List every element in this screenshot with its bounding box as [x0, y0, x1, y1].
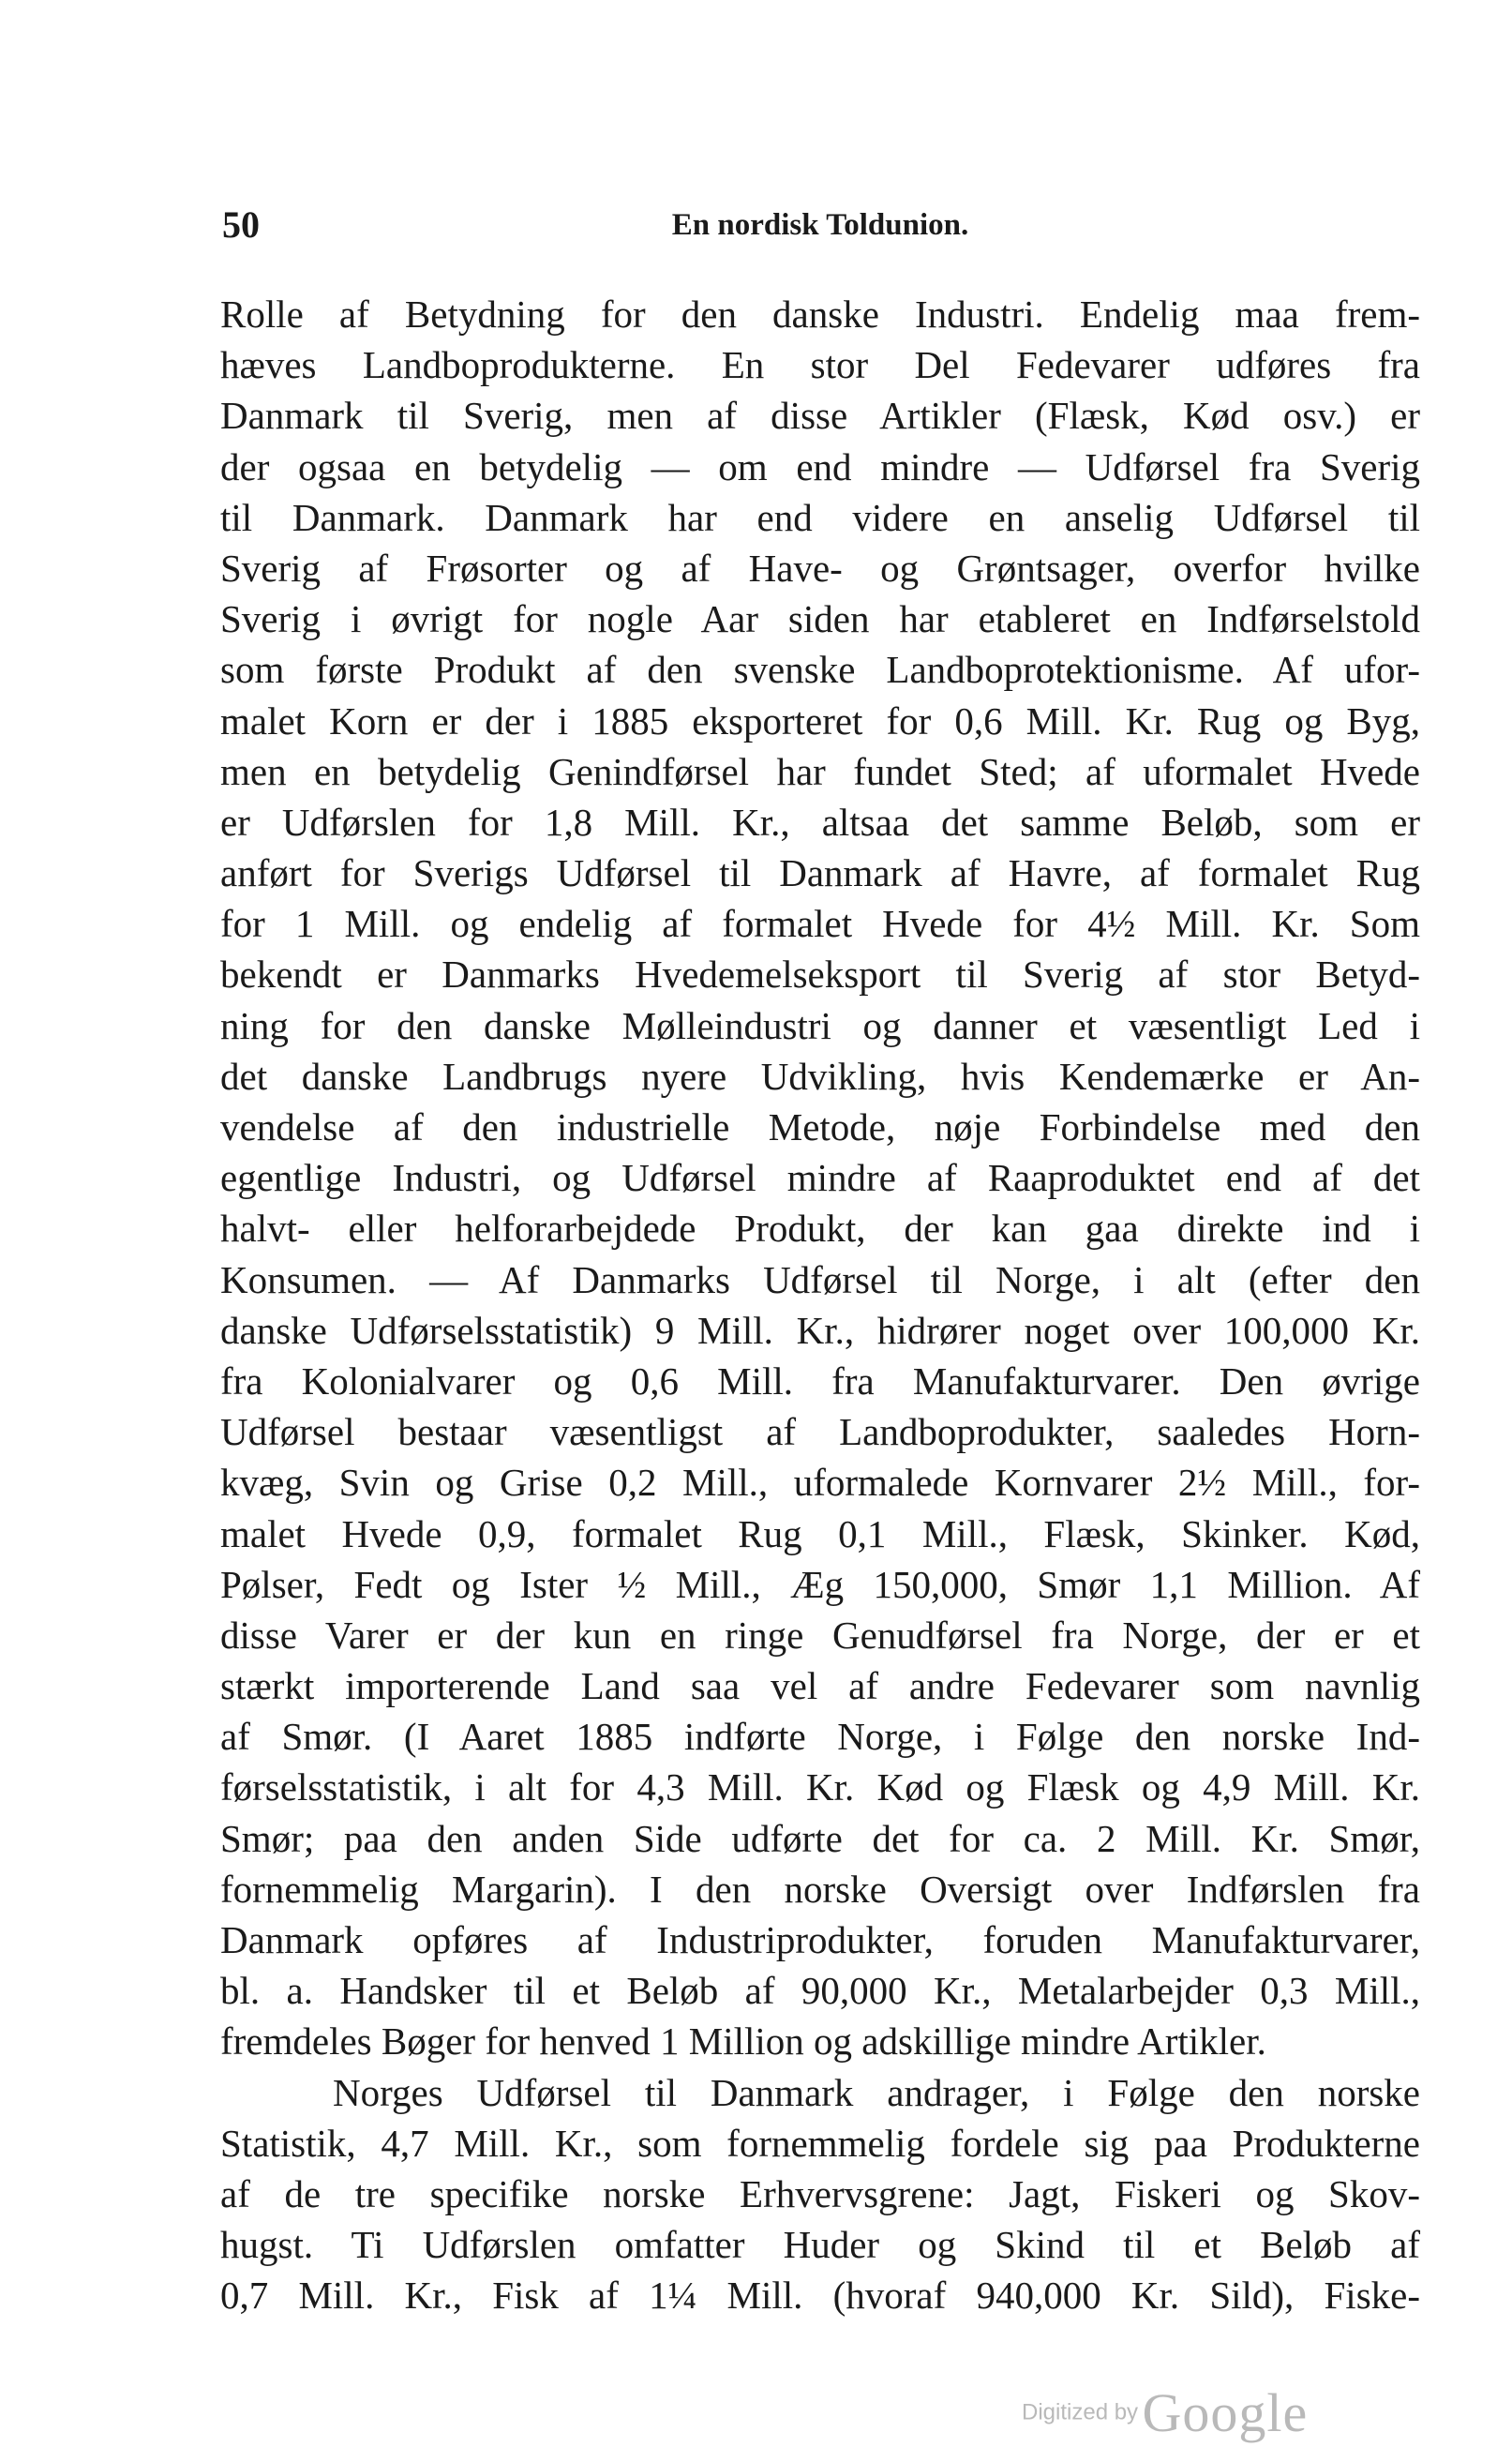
text-line: af de tre specifike norske Erhvervsgrene: Jagt, Fiskeri og Skov- — [220, 2171, 1420, 2215]
text-line: 0,7 Mill. Kr., Fisk af 1¼ Mill. (hvoraf 940,000 Kr. Sild), Fiske- — [220, 2274, 1420, 2318]
text-line: Smør; paa den anden Side udførte det for ca. 2 Mill. Kr. Smør, — [220, 1816, 1420, 1860]
text-line: Pølser, Fedt og Ister ½ Mill., Æg 150,000, Smør 1,1 Million. Af — [220, 1562, 1420, 1606]
text-line: malet Hvede 0,9, formalet Rug 0,1 Mill., Flæsk, Skinker. Kød, — [220, 1511, 1420, 1555]
text-line: malet Korn er der i 1885 eksporteret for 0,6 Mill. Kr. Rug og Byg, — [220, 698, 1420, 743]
watermark-prefix: Digitized by — [1022, 2399, 1139, 2425]
google-logo: Google — [1142, 2382, 1309, 2443]
text-line: Rolle af Betydning for den danske Industri. Endelig maa frem- — [220, 293, 1420, 336]
digitization-watermark — [1022, 2381, 1308, 2444]
paragraph-start-line: Norges Udførsel til Danmark andrager, i Følge den norske — [333, 2070, 1420, 2114]
text-line: Danmark til Sverig, men af disse Artikler (Flæsk, Kød osv.) er — [220, 394, 1420, 438]
text-line: af Smør. (I Aaret 1885 indførte Norge, i Følge den norske Ind- — [220, 1715, 1420, 1759]
text-line: førselsstatistik, i alt for 4,3 Mill. Kr. Kød og Flæsk og 4,9 Mill. Kr. — [220, 1765, 1420, 1809]
text-line: som første Produkt af den svenske Landboprotektionisme. Af ufor- — [220, 648, 1420, 692]
text-line: til Danmark. Danmark har end videre en anselig Udførsel til — [220, 495, 1420, 539]
text-line: er Udførslen for 1,8 Mill. Kr., altsaa det samme Beløb, som er — [220, 800, 1420, 844]
text-line: egentlige Industri, og Udførsel mindre af Raaproduktet end af det — [220, 1156, 1420, 1200]
text-line: Danmark opføres af Industriprodukter, foruden Manufakturvarer, — [220, 1918, 1420, 1961]
text-line: anført for Sverigs Udførsel til Danmark af Havre, af formalet Rug — [220, 851, 1420, 895]
text-line: fra Kolonialvarer og 0,6 Mill. fra Manufakturvarer. Den øvrige — [220, 1359, 1420, 1403]
text-line: det danske Landbrugs nyere Udvikling, hvis Kendemærke er An- — [220, 1054, 1420, 1098]
text-line: danske Udførselsstatistik) 9 Mill. Kr., hidrører noget over 100,000 Kr. — [220, 1308, 1420, 1352]
running-title: En nordisk Toldunion. — [671, 208, 969, 242]
text-line: der ogsaa en betydelig — om end mindre — Udførsel fra Sverig — [220, 444, 1420, 488]
text-line: vendelse af den industrielle Metode, nøje Forbindelse med den — [220, 1105, 1420, 1148]
text-line: Sverig af Frøsorter og af Have- og Grøntsager, overfor hvilke — [220, 546, 1420, 590]
page-number: 50 — [222, 203, 260, 246]
text-line: disse Varer er der kun en ringe Genudførsel fra Norge, der er et — [220, 1613, 1420, 1657]
text-line: halvt- eller helforarbejdede Produkt, der kan gaa direkte ind i — [220, 1207, 1420, 1251]
text-line: fremdeles Bøger for henved 1 Million og adskillige mindre Artikler. — [220, 2019, 1266, 2064]
text-line: ning for den danske Mølleindustri og danner et væsentligt Led i — [220, 1003, 1420, 1047]
text-line: fornemmelig Margarin). I den norske Oversigt over Indførslen fra — [220, 1867, 1420, 1911]
text-line: hugst. Ti Udførslen omfatter Huder og Skind til et Beløb af — [220, 2223, 1420, 2267]
text-line: kvæg, Svin og Grise 0,2 Mill., uformalede Kornvarer 2½ Mill., for- — [220, 1461, 1420, 1505]
text-line: Sverig i øvrigt for nogle Aar siden har etableret en Indførselstold — [220, 597, 1420, 641]
text-line: for 1 Mill. og endelig af formalet Hvede for 4½ Mill. Kr. Som — [220, 902, 1420, 946]
text-line: bekendt er Danmarks Hvedemelseksport til Sverig af stor Betyd- — [220, 953, 1420, 997]
text-line: bl. a. Handsker til et Beløb af 90,000 Kr., Metalarbejder 0,3 Mill., — [220, 1969, 1420, 2013]
text-line: Statistik, 4,7 Mill. Kr., som fornemmelig fordele sig paa Produkterne — [220, 2121, 1420, 2165]
body-text — [220, 289, 1420, 2321]
text-line: Udførsel bestaar væsentligst af Landboprodukter, saaledes Horn- — [220, 1410, 1420, 1454]
text-line: hæves Landboprodukterne. En stor Del Fedevarer udføres fra — [220, 343, 1420, 387]
text-line: stærkt importerende Land saa vel af andre Fedevarer som navnlig — [220, 1664, 1420, 1708]
page-header — [220, 197, 1420, 253]
text-line: Konsumen. — Af Danmarks Udførsel til Norge, i alt (efter den — [220, 1257, 1420, 1301]
text-line: men en betydelig Genindførsel har fundet Sted; af uformalet Hvede — [220, 749, 1420, 793]
